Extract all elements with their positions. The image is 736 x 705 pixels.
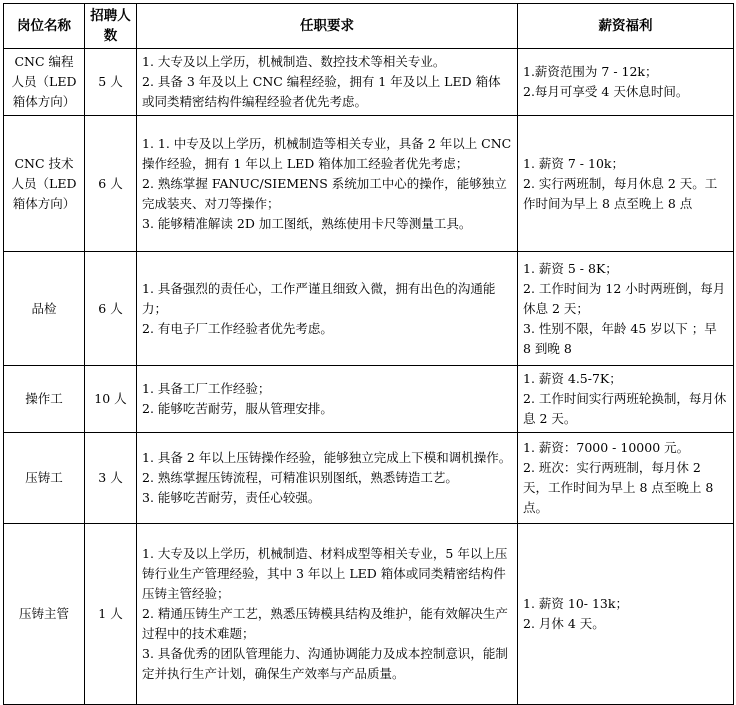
requirement-line: 2. 能够吃苦耐劳，服从管理安排。 (142, 401, 333, 416)
hire-count: 1 人 (85, 524, 137, 705)
requirement-line: 1. 具备强烈的责任心，工作严谨且细致入微，拥有出色的沟通能力； (142, 280, 496, 316)
table-row (4, 116, 734, 252)
hire-count: 5 人 (85, 49, 137, 116)
salary-cell (518, 116, 734, 252)
requirement-line: 1. 具备工厂工作经验； (142, 381, 271, 396)
requirements-cell (137, 524, 518, 705)
job-title: 压铸工 (4, 433, 85, 524)
requirement-line: 2. 精通压铸生产工艺，熟悉压铸模具结构及维护，能有效解决生产过程中的技术难题； (142, 606, 508, 641)
requirement-line: 2. 熟练掌握 FANUC/SIEMENS 系统加工中心的操作，能够独立完成装夹、对刀等操作； (142, 175, 507, 211)
salary-line: 1. 薪资 10- 13k； (523, 596, 628, 611)
hire-count: 6 人 (85, 116, 137, 252)
salary-cell (518, 49, 734, 116)
salary-line: 1. 薪资 4.5-7K； (523, 371, 622, 386)
requirement-line: 1. 具备 2 年以上压铸操作经验，能够独立完成上下模和调机操作。 (142, 450, 512, 465)
table-row (4, 366, 734, 433)
salary-line: 2. 工作时间为 12 小时两班倒，每月休息 2 天； (523, 280, 726, 316)
header-salary: 薪资福利 (518, 4, 734, 49)
requirement-line: 1. 大专及以上学历，机械制造、材料成型等相关专业，5 年以上压铸行业生产管理经验，其中 3 年以上 LED 箱体或同类精密结构件压铸主管经验； (142, 546, 508, 601)
salary-line: 2.每月可享受 4 天休息时间。 (523, 84, 689, 99)
salary-cell (518, 433, 734, 524)
table-row (4, 252, 734, 366)
requirement-line: 3. 具备优秀的团队管理能力、沟通协调能力及成本控制意识，能制定并执行生产计划，确保生产效率与产品质量。 (142, 646, 508, 681)
salary-line: 3. 性别不限，年龄 45 岁以下 ；早 8 到晚 8 (523, 320, 717, 356)
requirements-cell (137, 433, 518, 524)
salary-cell (518, 252, 734, 366)
requirements-cell (137, 252, 518, 366)
salary-line: 2. 班次：实行两班制，每月休 2 天，工作时间为早上 8 点至晚上 8 点。 (523, 460, 714, 515)
job-title: CNC 技术人员（LED 箱体方向） (4, 116, 85, 252)
requirement-line: 2. 熟练掌握压铸流程，可精准识别图纸，熟悉铸造工艺。 (142, 470, 458, 485)
salary-line: 1. 薪资 5 - 8K； (523, 260, 618, 276)
requirement-line: 1. 1. 中专及以上学历，机械制造等相关专业，具备 2 年以上 CNC 操作经验，拥有 1 年以上 LED 箱体加工经验者优先考虑； (142, 135, 512, 171)
salary-cell (518, 524, 734, 705)
requirement-line: 1. 大专及以上学历，机械制造、数控技术等相关专业。 (142, 54, 446, 69)
requirements-cell (137, 366, 518, 433)
salary-cell (518, 366, 734, 433)
requirements-cell (137, 116, 518, 252)
requirement-line: 3. 能够精准解读 2D 加工图纸，熟练使用卡尺等测量工具。 (142, 215, 472, 231)
header-requirements: 任职要求 (137, 4, 518, 49)
job-title: 压铸主管 (4, 524, 85, 705)
salary-line: 2. 实行两班制，每月休息 2 天。工作时间为早上 8 点至晚上 8 点 (523, 175, 718, 211)
hire-count: 10 人 (85, 366, 137, 433)
salary-line: 2. 工作时间实行两班轮换制，每月休息 2 天。 (523, 391, 727, 426)
salary-line: 1. 薪资：7000 - 10000 元。 (523, 440, 690, 455)
table-row (4, 433, 734, 524)
requirements-cell (137, 49, 518, 116)
job-title: 操作工 (4, 366, 85, 433)
job-title: 品检 (4, 252, 85, 366)
hire-count: 3 人 (85, 433, 137, 524)
hire-count: 6 人 (85, 252, 137, 366)
salary-line: 2. 月休 4 天。 (523, 616, 605, 631)
salary-line: 1. 薪资 7 - 10k； (523, 155, 624, 171)
salary-line: 1.薪资范围为 7 - 12k； (523, 64, 658, 79)
header-count: 招聘人数 (85, 4, 137, 49)
requirement-line: 2. 具备 3 年及以上 CNC 编程经验，拥有 1 年及以上 LED 箱体或同类精密结构件编程经验者优先考虑。 (142, 74, 501, 109)
table-row (4, 524, 734, 705)
header-title: 岗位名称 (4, 4, 85, 49)
requirement-line: 3. 能够吃苦耐劳，责任心较强。 (142, 490, 321, 505)
table-row (4, 49, 734, 116)
job-title: CNC 编程人员（LED 箱体方向） (4, 49, 85, 116)
header-row (4, 4, 734, 49)
requirement-line: 2. 有电子厂工作经验者优先考虑。 (142, 320, 333, 336)
job-listing-table (3, 3, 734, 705)
